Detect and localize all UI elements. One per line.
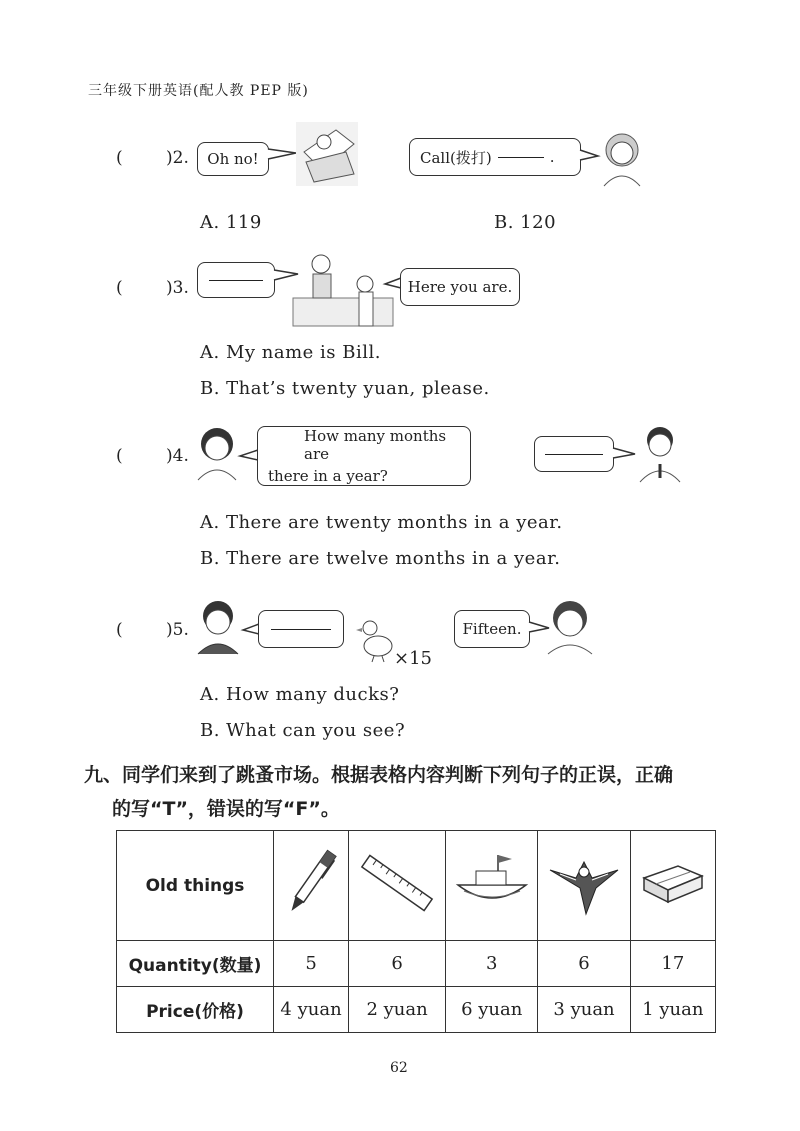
table-row-things	[117, 831, 716, 941]
row-label-quantity: Quantity(数量)	[117, 941, 274, 987]
bubble-text-suffix: .	[549, 148, 555, 166]
table-cell-eraser	[630, 831, 715, 941]
speech-bubble-empty	[258, 610, 344, 648]
option-b: B. 120	[494, 212, 557, 233]
bubble-text: Here you are.	[407, 278, 513, 296]
speech-bubble-months-question	[257, 426, 471, 486]
speech-bubble-call	[409, 138, 581, 176]
quantity-kite: 6	[538, 941, 630, 987]
bubble-text: Oh no!	[207, 150, 259, 168]
answer-paren-2[interactable]: (	[116, 148, 123, 168]
question-number-4: )4.	[166, 446, 189, 466]
speech-bubble-fifteen	[454, 610, 530, 648]
boy-curly-hair-icon	[544, 598, 594, 654]
table-cell-boat	[446, 831, 538, 941]
row-label-price: Price(价格)	[117, 987, 274, 1033]
question-number-2: )2.	[166, 148, 189, 168]
answer-blank[interactable]	[545, 453, 603, 455]
quantity-pen: 5	[274, 941, 349, 987]
duck-count: ×15	[394, 648, 432, 669]
table-cell-pen	[274, 831, 349, 941]
bubble-tail-icon	[268, 145, 298, 165]
quantity-ruler: 6	[349, 941, 446, 987]
answer-paren-4[interactable]: (	[116, 446, 123, 466]
bubble-text-line1: How many months are	[304, 427, 447, 463]
speech-bubble-oh-no	[197, 142, 269, 176]
option-b: B. What can you see?	[200, 720, 406, 741]
flea-market-table	[116, 830, 716, 1033]
question-number-5: )5.	[166, 620, 189, 640]
answer-paren-5[interactable]: (	[116, 620, 123, 640]
table-row-quantity	[117, 941, 716, 987]
girl-ponytail-icon	[194, 598, 242, 654]
option-b: B. That’s twenty yuan, please.	[200, 378, 490, 399]
price-kite: 3 yuan	[538, 987, 630, 1033]
row-label-old-things: Old things	[117, 831, 274, 941]
speech-bubble-empty	[197, 262, 275, 298]
table-cell-ruler	[349, 831, 446, 941]
answer-paren-3[interactable]: (	[116, 278, 123, 298]
section-9-title-line1: 九、同学们来到了跳蚤市场。根据表格内容判断下列句子的正误，正确	[84, 764, 674, 786]
eraser-icon	[638, 858, 708, 908]
bubble-text: Fifteen.	[462, 620, 522, 638]
girl-icon	[194, 424, 240, 480]
answer-blank[interactable]	[498, 156, 544, 158]
bubble-tail-icon	[613, 446, 637, 462]
bubble-text-line2: there in a year?	[268, 467, 388, 485]
quantity-boat: 3	[446, 941, 538, 987]
shop-scene-icon	[293, 250, 393, 326]
pen-icon	[281, 843, 341, 923]
table-cell-kite	[538, 831, 630, 941]
page-number: 62	[390, 1060, 408, 1076]
price-pen: 4 yuan	[274, 987, 349, 1033]
answer-blank[interactable]	[209, 279, 263, 281]
table-row-price	[117, 987, 716, 1033]
price-ruler: 2 yuan	[349, 987, 446, 1033]
grandmother-icon	[598, 128, 646, 186]
speech-bubble-empty	[534, 436, 614, 472]
sick-child-in-bed-icon	[296, 122, 358, 186]
option-a: A. 119	[200, 212, 262, 233]
option-b: B. There are twelve months in a year.	[200, 548, 561, 569]
answer-blank[interactable]	[271, 628, 331, 630]
option-a: A. There are twenty months in a year.	[200, 512, 563, 533]
bubble-tail-icon	[580, 148, 600, 164]
price-boat: 6 yuan	[446, 987, 538, 1033]
speech-bubble-here-you-are	[400, 268, 520, 306]
price-eraser: 1 yuan	[630, 987, 715, 1033]
quantity-eraser: 17	[630, 941, 715, 987]
kite-icon	[546, 848, 622, 918]
option-a: A. How many ducks?	[200, 684, 400, 705]
duck-icon	[358, 618, 394, 662]
option-a: A. My name is Bill.	[200, 342, 381, 363]
boy-icon	[636, 424, 684, 482]
question-number-3: )3.	[166, 278, 189, 298]
ruler-icon	[357, 848, 437, 918]
section-9-title-line2: 的写“T”，错误的写“F”。	[112, 798, 340, 820]
page-header: 三年级下册英语(配人教 PEP 版)	[88, 83, 309, 99]
boat-icon	[454, 851, 530, 915]
bubble-text: Call(拨打)	[420, 148, 492, 167]
